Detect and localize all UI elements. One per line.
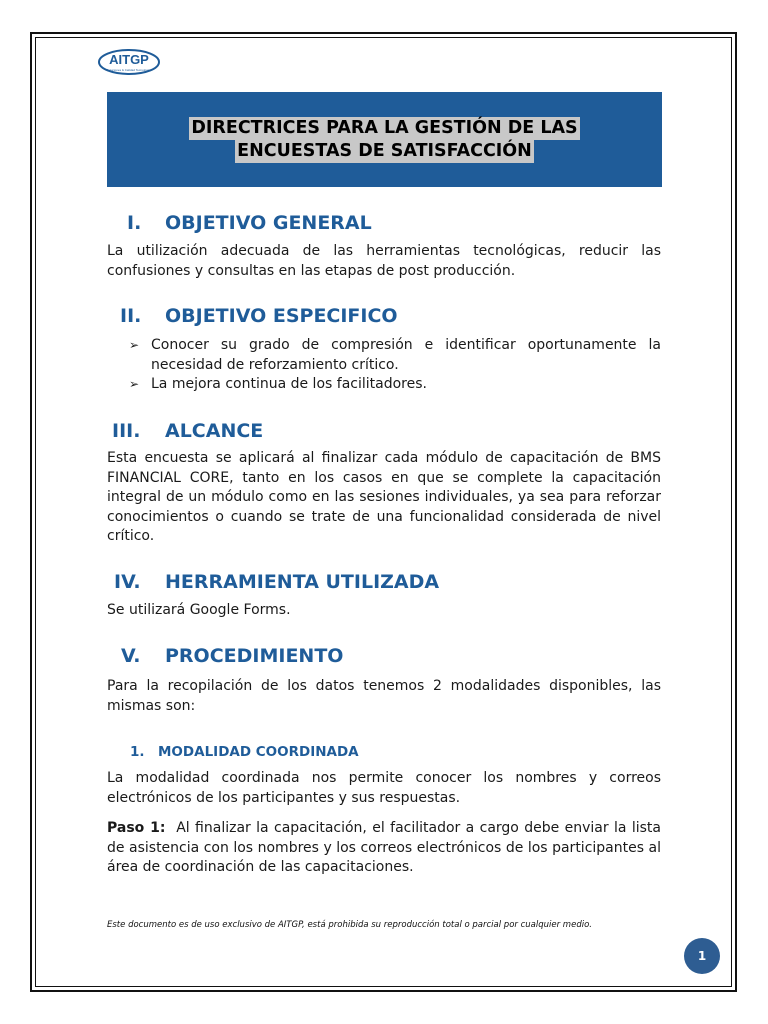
list-item bbox=[129, 375, 661, 395]
section-number: III. bbox=[112, 420, 141, 442]
document-title-line-2: ENCUESTAS DE SATISFACCIÓN bbox=[237, 140, 532, 161]
section-title: ALCANCE bbox=[165, 420, 264, 442]
section-number: IV. bbox=[114, 571, 141, 593]
section-title: OBJETIVO GENERAL bbox=[165, 212, 372, 234]
section-text-procedimiento: Para la recopilación de los datos tenemos 2 modalidades disponibles, las mismas son: bbox=[107, 678, 661, 714]
step-text: Al finalizar la capacitación, el facilitador a cargo debe enviar la lista de asistencia con los nombres y los correos electrónicos de los participantes al área de coordinación de las capacitaciones. bbox=[107, 820, 662, 875]
section-heading-alcance bbox=[112, 419, 263, 443]
title-banner bbox=[107, 92, 662, 187]
section-title: PROCEDIMIENTO bbox=[165, 645, 344, 667]
step-paragraph bbox=[107, 819, 661, 878]
step-label: Paso 1: bbox=[107, 820, 166, 836]
list-item-text: La mejora continua de los facilitadores. bbox=[151, 376, 427, 392]
list-item bbox=[129, 336, 661, 375]
section-title: HERRAMIENTA UTILIZADA bbox=[165, 571, 440, 593]
subsection-number: 1. bbox=[130, 744, 145, 760]
section-number: V. bbox=[121, 645, 141, 667]
subsection-text: La modalidad coordinada nos permite conocer los nombres y correos electrónicos de los participantes y sus respuestas. bbox=[107, 770, 661, 806]
footer-disclaimer: Este documento es de uso exclusivo de AITGP, está prohibida su reproducción total o parcial por cualquier medio. bbox=[107, 920, 592, 930]
section-title: OBJETIVO ESPECIFICO bbox=[165, 305, 398, 327]
section-number: I. bbox=[127, 212, 142, 234]
section-heading-herramienta-utilizada bbox=[114, 570, 439, 594]
aitgp-logo bbox=[97, 47, 161, 77]
section-text-objetivo-general: La utilización adecuada de las herramientas tecnológicas, reducir las confusiones y consultas en las etapas de post producción. bbox=[107, 243, 661, 279]
section-heading-objetivo-especifico bbox=[120, 304, 398, 328]
section-heading-objetivo-general bbox=[127, 211, 372, 235]
section-text-alcance: Esta encuesta se aplicará al finalizar cada módulo de capacitación de BMS FINANCIAL CORE, tanto en los casos en que se complete la capacitación integral de un módulo como en las sesiones individuales, ya sea para reforzar conocimientos o cuando se trate de una funcionalidad considerada de nivel crítico. bbox=[107, 450, 661, 544]
arrow-bullet-icon: ➢ bbox=[129, 377, 140, 391]
objetivo-especifico-list bbox=[129, 336, 661, 395]
list-item-text: Conocer su grado de compresión e identificar oportunamente la necesidad de reforzamiento crítico. bbox=[151, 337, 661, 373]
subsection-heading-modalidad-coordinada bbox=[130, 743, 359, 761]
subsection-title: MODALIDAD COORDINADA bbox=[158, 744, 359, 760]
section-number: II. bbox=[120, 305, 142, 327]
document-title-line-1: DIRECTRICES PARA LA GESTIÓN DE LAS bbox=[191, 117, 578, 138]
section-text-herramienta: Se utilizará Google Forms. bbox=[107, 602, 291, 618]
logo-subtext: Soluciones & Calidad Tecnológica bbox=[106, 68, 152, 72]
logo-text: AITGP bbox=[109, 52, 149, 67]
section-heading-procedimiento bbox=[121, 644, 343, 668]
page-number-badge: 1 bbox=[684, 938, 720, 974]
arrow-bullet-icon: ➢ bbox=[129, 338, 140, 352]
